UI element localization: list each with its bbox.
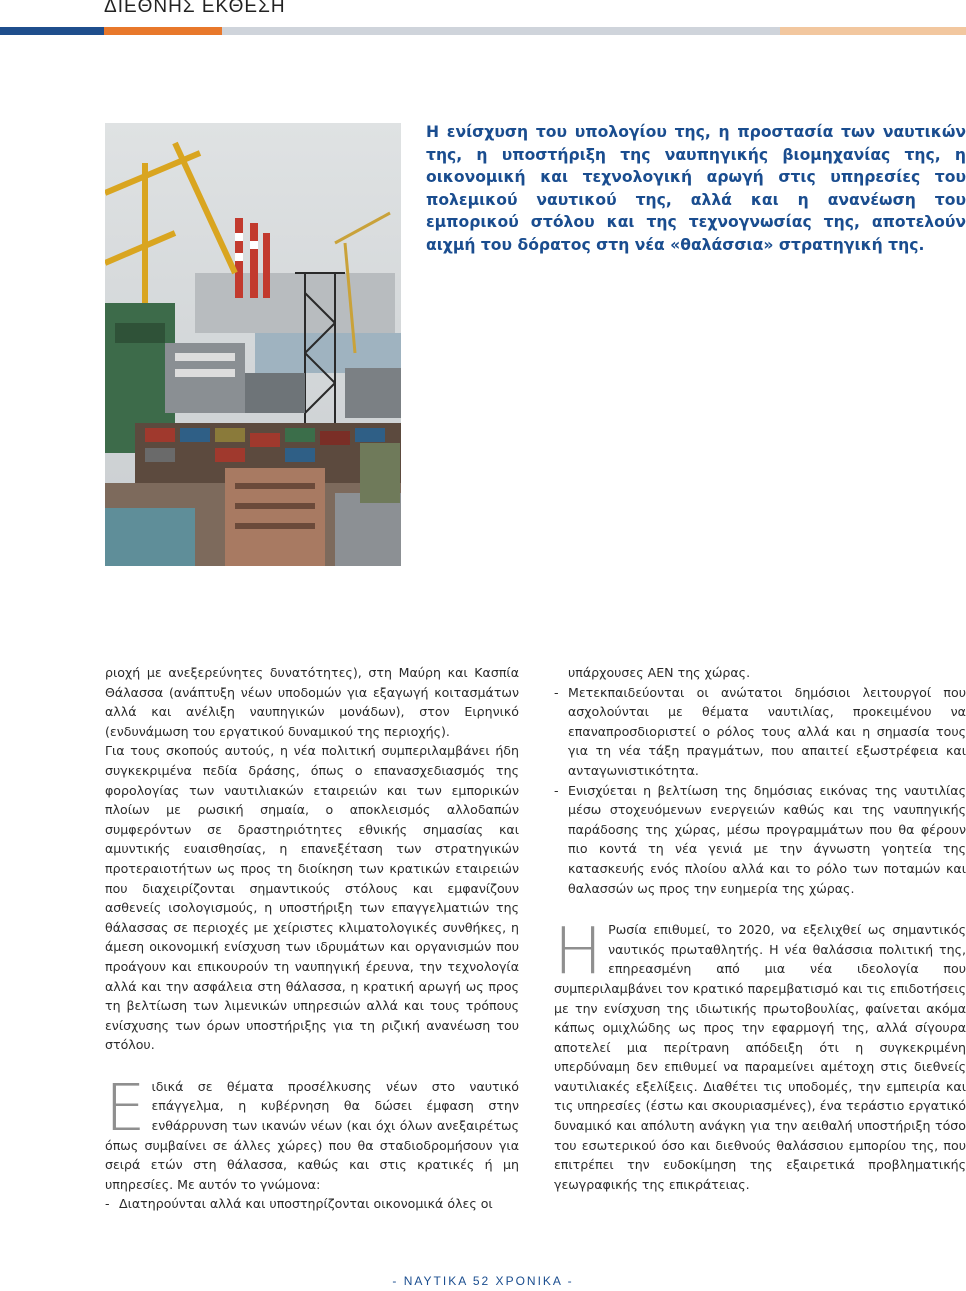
- paragraph: ριοχή με ανεξερεύνητες δυνατότητες), στη Μαύρη και Κασπία Θάλασσα (ανάπτυξη νέων υποδομών για εξαγωγή κοιτασμάτων αλλά και ανέλιξη ναυπηγικών μονάδων), στον Ειρηνικό (ενδυνάμωση του εργατικού δυναμικού της περιοχής).: [105, 665, 519, 739]
- header-bar-gray: [222, 27, 780, 35]
- bullet-dash: -: [554, 782, 559, 798]
- left-column: [105, 663, 519, 1214]
- drop-cap: Ε: [105, 1071, 146, 1146]
- drop-cap: Η: [554, 915, 603, 990]
- paragraph-dropcap: [554, 915, 966, 1194]
- right-column: [554, 663, 966, 1194]
- header-bar-blue: [0, 27, 104, 35]
- paragraph-dropcap: [105, 1071, 519, 1195]
- list-item-text: Διατηρούνται αλλά και υποστηρίζονται οικονομικά όλες οι: [119, 1196, 493, 1212]
- list-item-text: Μετεκπαιδεύονται οι ανώτατοι δημόσιοι λειτουργοί που ασχολούνται με θέματα ναυτιλίας, προκειμένου να επαναπροσδιοριστεί ο ρόλος τους αλλά και η σημασία τους για τη νέα τάξη πραγμάτων, που απαιτεί εξωστρέφεια και ανταγωνιστικότητα.: [568, 684, 966, 778]
- paragraph: Για τους σκοπούς αυτούς, η νέα πολιτική συμπεριλαμβάνει ήδη συγκεκριμένα πεδία δράσης, όπως ο επανασχεδιασμός της φορολογίας των ναυτιλιακών εταιρειών και των εμπορικών πλοίων με ρωσική σημαία, ο αποκλεισμός αλλοδαπών συμφερόντων σε δραστηριότητες εθνικής σημασίας και αμυντικής ευαισθησίας, η επανεξέταση των στρατηγικών προτεραιοτήτων ως προς τη διοίκηση των κρατικών εταιρειών που διαχειρίζονται σημαντικούς στόλους και εμφανίζουν ασθενείς ισολογισμούς, η υποστήριξη των επαγγελματιών της θάλασσας σε περιοχές με χείριστες κλιματολογικές συνθήκες, η άμεση οικονομική ενίσχυση των ιδρυμάτων και οργανισμών που προάγουν και επικουρούν τη ναυπηγική έρευνα, την τεχνολογία αλλά και την ασφάλεια στη θάλασσα, η κρατική αρωγή ως προς τη βελτίωση των λιμενικών υπηρεσιών αλλά και τους τρόπους ενίσχυσης των όρων υποστήριξης για τη ριζική ανανέωση του στόλου.: [105, 743, 519, 1053]
- header-bar-light: [780, 27, 966, 35]
- section-title: ΔΙΕΘΝΗΣ ΕΚΘΕΣΗ: [104, 0, 286, 17]
- paragraph-text: ιδικά σε θέματα προσέλκυσης νέων στο ναυτικό επάγγελμα, η κυβέρνηση θα δώσει έμφαση στην ενθάρρυνση των ικανών νέων (και όχι όλων ανεξαιρέτως όπως συμβαίνει σε άλλες χώρες) που θα σταδιοδρομήσουν για σειρά ετών στη θάλασσα, καθώς και στις κρατικές ή μη υπηρεσίες. Με αυτόν το γνώμονα:: [105, 1078, 519, 1192]
- bullet-dash: -: [554, 684, 559, 700]
- header-bar-orange: [104, 27, 222, 35]
- list-item-continuation: υπάρχουσες ΑΕΝ της χώρας.: [568, 665, 751, 680]
- list-item: [554, 781, 966, 899]
- port-cranes-photo: [105, 123, 401, 566]
- page-footer: - ΝΑΥΤΙΚΑ 52 ΧΡΟΝΙΚΑ -: [392, 1274, 574, 1288]
- bullet-dash: -: [105, 1196, 110, 1212]
- list-item: [105, 1194, 519, 1214]
- list-item-text: Ενισχύεται η βελτίωση της δημόσιας εικόνας της ναυτιλίας μέσω στοχευόμενων ενεργειών καθώς και της ναυπηγικής παράδοσης της χώρας, μέσω προγραμμάτων που θα φέρουν πιο κοντά τη νέα γενιά με την άγνωστη γοητεία της κατασκευής ενός πλοίου αλλά και το ρόλο των ποταμών και θαλασσών ως προς την ευημερία της χώρας.: [568, 782, 966, 896]
- paragraph-text: Ρωσία επιθυμεί, το 2020, να εξελιχθεί ως σημαντικός ναυτικός πρωταθλητής. Η νέα θαλάσσια πολιτική της, επηρεασμένη από μια νέα ιδεολογία που συμπεριλαμβάνει τον κρατικό παρεμβατισμό και τις επιδοτήσεις με την ενίσχυση της ιδιωτικής πρωτοβουλίας, φαίνεται ακόμα κάπως ομιχλώδης ως προς την εφαρμογή της, αλλά σίγουρα αποτελεί μια περίτρανη απόδειξη ότι η συγκεκριμένη υπερδύναμη δεν επιθυμεί να παραμείνει αμέτοχη στις διεθνείς ναυτιλιακές εξελίξεις. Διαθέτει τις υποδομές, την εμπειρία και τις υπηρεσίες (έστω και σκουριασμένες), ένα τεράστιο εργατικό δυναμικό και απόλυτη ανάγκη για την αειθαλή υποστήριξη τόσο του εσωτερικού όσο και διεθνούς θαλάσσιου εμπορίου της, που επιτρέπει την ευδοκίμηση της εξαιρετικά προβληματικής γεωγραφικής της επικράτειας.: [554, 922, 966, 1192]
- pull-quote: Η ενίσχυση του υπολογίου της, η προστασία των ναυτικών της, η υποστήριξη της ναυπηγικής βιομηχανίας της, η οικονομική και τεχνολογική αρωγή στις υπηρεσίες του πολεμικού ναυτικού της, αλλά και η ανανέωση του εμπορικού στόλου και της τεχνογνωσίας της, αποτελούν αιχμή του δόρατος στη νέα «θαλάσσια» στρατηγική της.: [426, 123, 966, 254]
- list-item: [554, 683, 966, 781]
